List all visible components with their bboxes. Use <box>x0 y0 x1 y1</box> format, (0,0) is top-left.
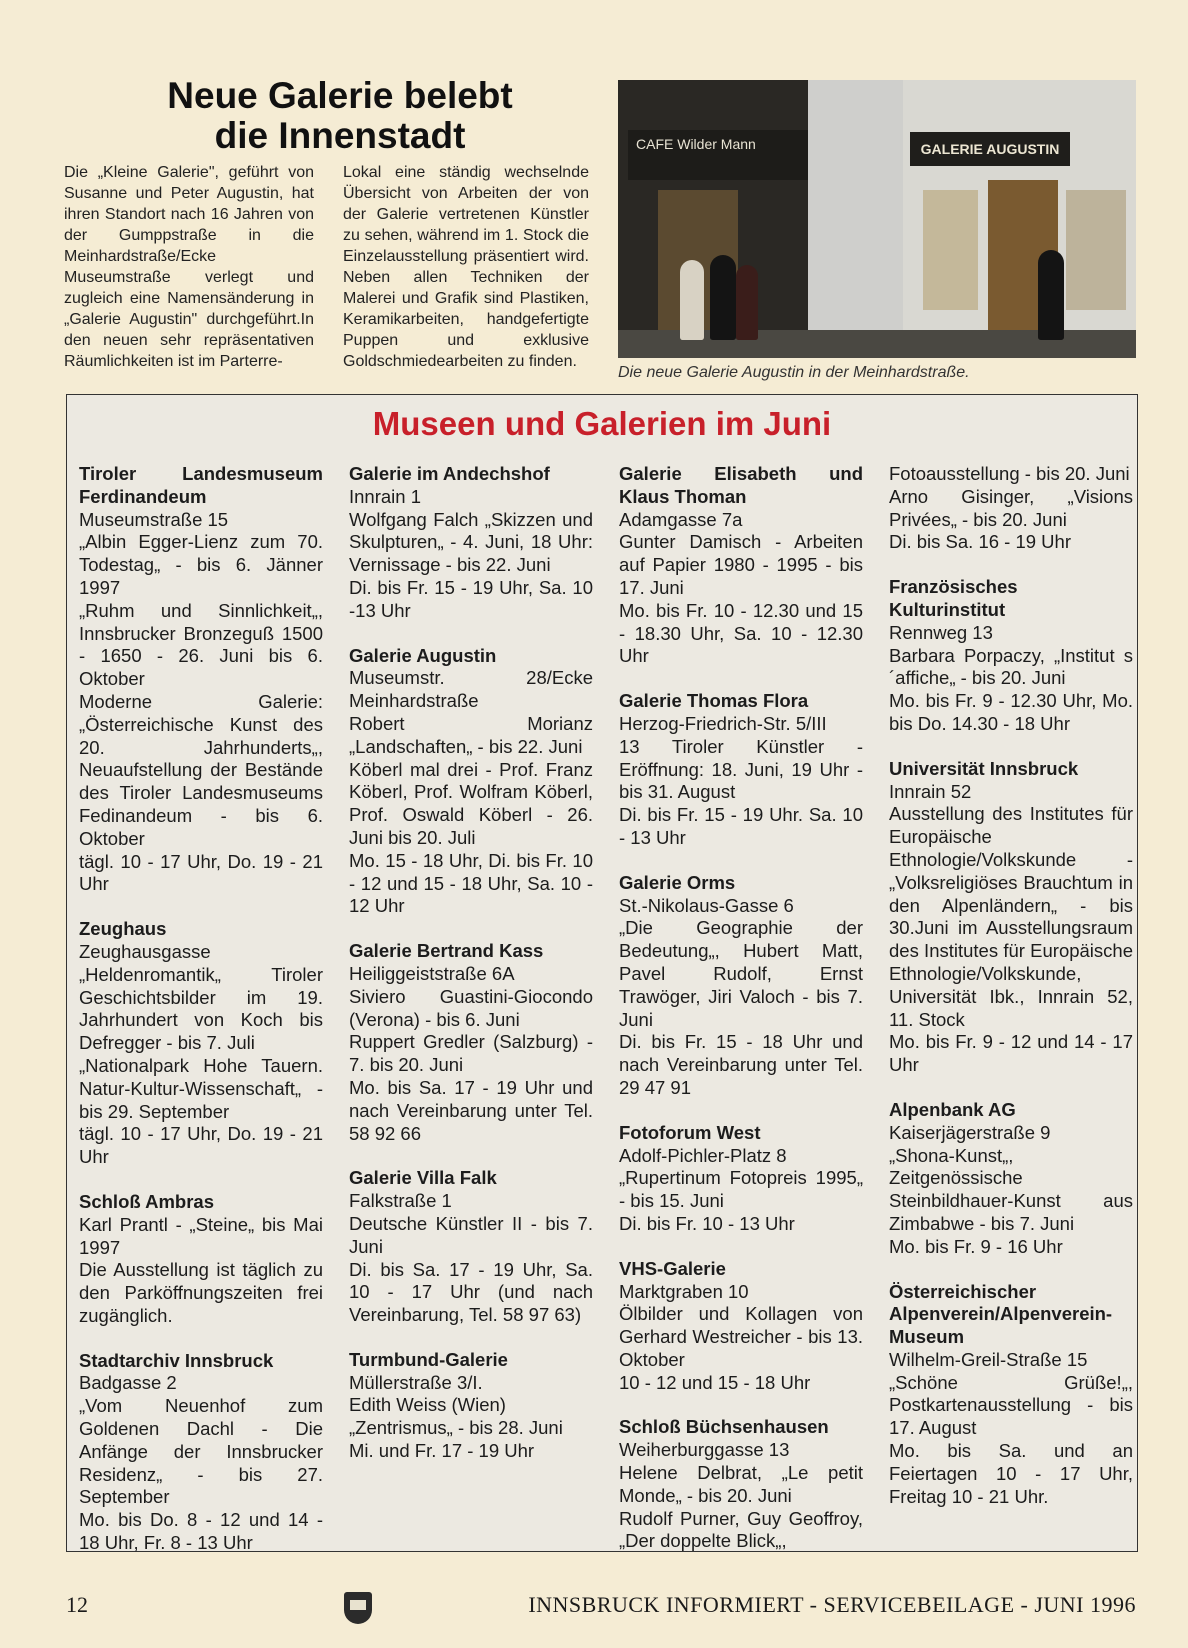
listing-detail: Ruppert Gredler (Salzburg) - 7. bis 20. Juni <box>349 1031 593 1076</box>
listing-detail: 10 - 12 und 15 - 18 Uhr <box>619 1371 811 1393</box>
listing-venue-name: Galerie Elisabeth und Klaus Thoman <box>619 463 863 507</box>
listing-detail: Falkstraße 1 <box>349 1190 452 1212</box>
listing-entry <box>889 576 1133 736</box>
listing-detail: Di. bis Fr. 15 - 18 Uhr und nach Vereinbarung unter Tel. 29 47 91 <box>619 1031 863 1098</box>
listing-entry <box>889 1281 1133 1509</box>
listing-detail: Di. bis Sa. 17 - 19 Uhr, Sa. 10 - 17 Uhr (und nach Vereinbarung, Tel. 58 97 63) <box>349 1258 593 1326</box>
article-title-line1: Neue Galerie belebt <box>167 75 513 116</box>
listing-venue-name: Französisches Kulturinstitut <box>889 576 1018 620</box>
listing-entry <box>889 758 1133 1077</box>
listing-detail: Ausstellung des Institutes für Europäische Ethnologie/Volkskunde - „Volksreligiöses Brauchtum in den Alpenländern„ - bis 30.Juni im Ausstellungsraum des Institutes für Europäische Ethnologie/Volkskunde, Universität Ibk., Innrain 52, 11. Stock <box>889 803 1133 1030</box>
listing-detail: Karl Prantl - „Steine„ bis Mai 1997 <box>79 1213 323 1258</box>
listing-detail: „Ruhm und Sinnlichkeit„, Innsbrucker Bronzeguß 1500 - 1650 - 26. Juni bis 6. Oktober <box>79 599 323 690</box>
gallery-storefront-photo <box>618 80 1136 358</box>
listing-venue-name: Galerie im Andechshof <box>349 463 550 484</box>
listing-venue-name: Fotoforum West <box>619 1121 761 1143</box>
listing-detail: Rudolf Purner, Guy Geoffroy, „Der doppelte Blick„, <box>619 1507 863 1552</box>
listing-detail: 13 Tiroler Künstler - Eröffnung: 18. Juni, 19 Uhr - bis 31. August <box>619 735 863 803</box>
article-title <box>120 76 560 156</box>
listing-detail: Adolf-Pichler-Platz 8 <box>619 1144 787 1166</box>
listing-venue-name: Galerie Bertrand Kass <box>349 940 544 962</box>
listing-detail: Weiherburggasse 13 <box>619 1439 790 1461</box>
listing-detail: Innrain 52 <box>889 780 972 802</box>
listing-detail: „Shona-Kunst„, Zeitgenössische Steinbildhauer-Kunst aus Zimbabwe - bis 7. Juni <box>889 1144 1133 1234</box>
listing-detail: Moderne Galerie: „Österreichische Kunst des 20. Jahrhunderts„, Neuaufstellung der Bestände des Tiroler Landesmuseums Fedinandeum - bis 6. Oktober <box>79 690 323 849</box>
listing-detail: „Nationalpark Hohe Tauern. Natur-Kultur-Wissenschaft„ - bis 29. September <box>79 1054 323 1122</box>
listing-venue-name: Galerie Villa Falk <box>349 1167 497 1189</box>
listing-venue-name: Alpenbank AG <box>889 1098 1016 1120</box>
listing-detail: Mo. bis Fr. 9 - 12 und 14 - 17 Uhr <box>889 1031 1133 1076</box>
listing-entry <box>349 1349 593 1463</box>
listing-detail: tägl. 10 - 17 Uhr, Do. 19 - 21 Uhr <box>79 850 323 895</box>
listing-venue-name: Zeughaus <box>79 918 167 940</box>
listing-detail: „Die Geographie der Bedeutung„, Hubert Matt, Pavel Rudolf, Ernst Trawöger, Jiri Valoch - bis 7. Juni <box>619 917 863 1030</box>
listing-detail: Mo. bis Fr. 9 - 12.30 Uhr, Mo. bis Do. 14.30 - 18 Uhr <box>889 690 1133 734</box>
listing-detail: Wilhelm-Greil-Straße 15 <box>889 1348 1088 1370</box>
listing-venue-name: Galerie Orms <box>619 871 736 893</box>
listing-entry <box>619 1122 863 1236</box>
listing-detail: „Zentrismus„ - bis 28. Juni <box>349 1417 563 1439</box>
listing-venue-name: Galerie Augustin <box>349 644 497 666</box>
listing-detail: Fotoausstellung - bis 20. Juni <box>889 463 1130 484</box>
listing-venue-name: Galerie Thomas Flora <box>619 690 809 712</box>
listing-detail: Di. bis Fr. 15 - 19 Uhr. Sa. 10 - 13 Uhr <box>619 804 863 848</box>
listing-venue-name: Österreichischer Alpenverein/Alpenverein-Museum <box>889 1280 1113 1348</box>
listing-detail: Rennweg 13 <box>889 621 993 643</box>
listing-detail: Mo. bis Fr. 9 - 16 Uhr <box>889 1235 1063 1257</box>
listing-venue-name: Universität Innsbruck <box>889 757 1079 779</box>
listing-venue-name: Tiroler Landesmuseum Ferdinandeum <box>79 463 323 507</box>
listing-venue-name: Schloß Büchsenhausen <box>619 1416 829 1438</box>
listings-column-4 <box>889 463 1133 1530</box>
city-crest-icon <box>344 1592 372 1624</box>
listing-detail: Mo. bis Sa. und an Feiertagen 10 - 17 Uhr, Freitag 10 - 21 Uhr. <box>889 1440 1133 1507</box>
listing-detail: Deutsche Künstler II - bis 7. Juni <box>349 1212 593 1257</box>
listing-detail: Di. bis Fr. 15 - 19 Uhr, Sa. 10 -13 Uhr <box>349 576 593 621</box>
listing-detail: Museumstr. 28/Ecke Meinhardstraße <box>349 667 593 712</box>
listing-entry <box>349 940 593 1145</box>
listings-title: Museen und Galerien im Juni <box>372 405 832 442</box>
listing-detail: Adamgasse 7a <box>619 508 743 530</box>
listing-detail: Siviero Guastini-Giocondo (Verona) - bis 6. Juni <box>349 985 593 1030</box>
listing-detail: „Rupertinum Fotopreis 1995„ - bis 15. Juni <box>619 1167 863 1212</box>
listing-detail: Wolfgang Falch „Skizzen und Skulpturen„ - 4. Juni, 18 Uhr: Vernissage - bis 22. Juni <box>349 508 593 576</box>
listing-entry <box>79 1350 323 1555</box>
listing-detail: Innrain 1 <box>349 485 421 507</box>
listing-detail: Die Ausstellung ist täglich zu den Parköffnungszeiten frei zugänglich. <box>79 1259 323 1326</box>
page-number: 12 <box>66 1592 88 1617</box>
listings-box <box>66 394 1138 1552</box>
listing-detail: Marktgraben 10 <box>619 1280 749 1302</box>
listings-column-1 <box>79 463 323 1577</box>
listing-entry <box>889 1099 1133 1259</box>
listing-entry <box>349 645 593 919</box>
listing-detail: Helene Delbrat, „Le petit Monde„ - bis 20. Juni <box>619 1462 863 1506</box>
listing-detail: Zeughausgasse <box>79 940 211 962</box>
listings-column-3 <box>619 463 863 1575</box>
listing-entry <box>349 1167 593 1327</box>
listing-entry <box>619 1416 863 1553</box>
listing-detail: „Schöne Grüße!„, Postkartenausstellung - bis 17. August <box>889 1371 1133 1439</box>
listing-detail: Di. bis Sa. 16 - 19 Uhr <box>889 531 1071 553</box>
listing-detail: Edith Weiss (Wien) <box>349 1394 506 1416</box>
listing-detail: „Albin Egger-Lienz zum 70. Todestag„ - bis 6. Jänner 1997 <box>79 531 323 598</box>
listing-detail: Mo. bis Do. 8 - 12 und 14 - 18 Uhr, Fr. 8 - 13 Uhr <box>79 1509 323 1554</box>
listing-detail: Köberl mal drei - Prof. Franz Köberl, Prof. Wolfram Köberl, Prof. Oswald Köberl - 26. Juni bis 20. Juli <box>349 758 593 848</box>
listing-detail: Herzog-Friedrich-Str. 5/III <box>619 712 827 734</box>
cafe-sign: CAFE Wilder Mann <box>628 130 808 180</box>
listing-entry <box>619 1258 863 1395</box>
listings-column-2 <box>349 463 593 1485</box>
listing-venue-name: Stadtarchiv Innsbruck <box>79 1349 274 1371</box>
listing-detail: Mo. bis Sa. 17 - 19 Uhr und nach Vereinbarung unter Tel. 58 92 66 <box>349 1076 593 1144</box>
listing-detail: Ölbilder und Kollagen von Gerhard Westreicher - bis 13. Oktober <box>619 1303 863 1370</box>
listing-detail: Arno Gisinger, „Visions Privées„ - bis 20. Juni <box>889 485 1133 530</box>
listing-entry <box>79 1191 323 1328</box>
publication-footer: INNSBRUCK INFORMIERT - SERVICEBEILAGE - JUNI 1996 <box>528 1592 1136 1617</box>
listing-entry <box>349 463 593 623</box>
listing-entry <box>79 918 323 1169</box>
listing-detail: St.-Nikolaus-Gasse 6 <box>619 894 794 916</box>
listing-entry <box>619 463 863 668</box>
listing-entry <box>79 463 323 896</box>
listing-detail: Mo. 15 - 18 Uhr, Di. bis Fr. 10 - 12 und 15 - 18 Uhr, Sa. 10 - 12 Uhr <box>349 849 593 917</box>
listing-detail: Gunter Damisch - Arbeiten auf Papier 1980 - 1995 - bis 17. Juni <box>619 531 863 598</box>
listing-detail: Müllerstraße 3/I. <box>349 1371 483 1393</box>
gallery-sign: GALERIE AUGUSTIN <box>910 132 1070 166</box>
photo-caption: Die neue Galerie Augustin in der Meinhardstraße. <box>618 364 970 381</box>
listing-detail: tägl. 10 - 17 Uhr, Do. 19 - 21 Uhr <box>79 1123 323 1168</box>
listing-detail: „Vom Neuenhof zum Goldenen Dachl - Die Anfänge der Innsbrucker Residenz„ - bis 27. September <box>79 1395 323 1508</box>
listing-venue-name: VHS-Galerie <box>619 1257 726 1279</box>
listing-detail: Mo. bis Fr. 10 - 12.30 und 15 - 18.30 Uhr, Sa. 10 - 12.30 Uhr <box>619 599 863 667</box>
listing-detail: Museumstraße 15 <box>79 508 229 530</box>
article-title-line2: die Innenstadt <box>214 115 466 156</box>
listing-entry <box>619 690 863 850</box>
listing-detail: „Heldenromantik„ Tiroler Geschichtsbilder im 19. Jahrhundert von Koch bis Defregger - bis 7. Juli <box>79 963 323 1054</box>
listing-venue-name: Schloß Ambras <box>79 1190 215 1212</box>
listing-detail: Di. bis Fr. 10 - 13 Uhr <box>619 1212 795 1234</box>
listing-detail: Robert Morianz „Landschaften„ - bis 22. Juni <box>349 712 593 757</box>
article-column-2: Lokal eine ständig wechselnde Übersicht von Arbeiten der von der Galerie vertretenen Künstler zu sehen, während im 1. Stock die Einzelausstellung präsentiert wird. Neben allen Techniken der Malerei und Grafik sind Plastiken, Keramikarbeiten, handgefertigte Puppen und exklusive Goldschmiedearbeiten zu finden. <box>343 164 589 370</box>
listing-detail: Mi. und Fr. 17 - 19 Uhr <box>349 1440 535 1462</box>
article-column-1: Die „Kleine Galerie", geführt von Susanne und Peter Augustin, hat ihren Standort nach 16 Jahren von der Gumppstraße in die Meinhardstraße/Ecke Museumstraße verlegt und zugleich eine Namensänderung in „Galerie Augustin" durchgeführt.In den neuen sehr repräsentativen Räumlichkeiten ist im Parterre- <box>64 164 314 370</box>
listing-venue-name: Turmbund-Galerie <box>349 1348 508 1370</box>
listing-entry <box>889 463 1133 554</box>
listing-detail: Badgasse 2 <box>79 1372 177 1394</box>
listing-entry <box>619 872 863 1100</box>
listing-detail: Kaiserjägerstraße 9 <box>889 1121 1051 1143</box>
listing-detail: Barbara Porpaczy, „Institut s´affiche„ - bis 20. Juni <box>889 644 1133 689</box>
listing-detail: Heiliggeiststraße 6A <box>349 962 515 984</box>
